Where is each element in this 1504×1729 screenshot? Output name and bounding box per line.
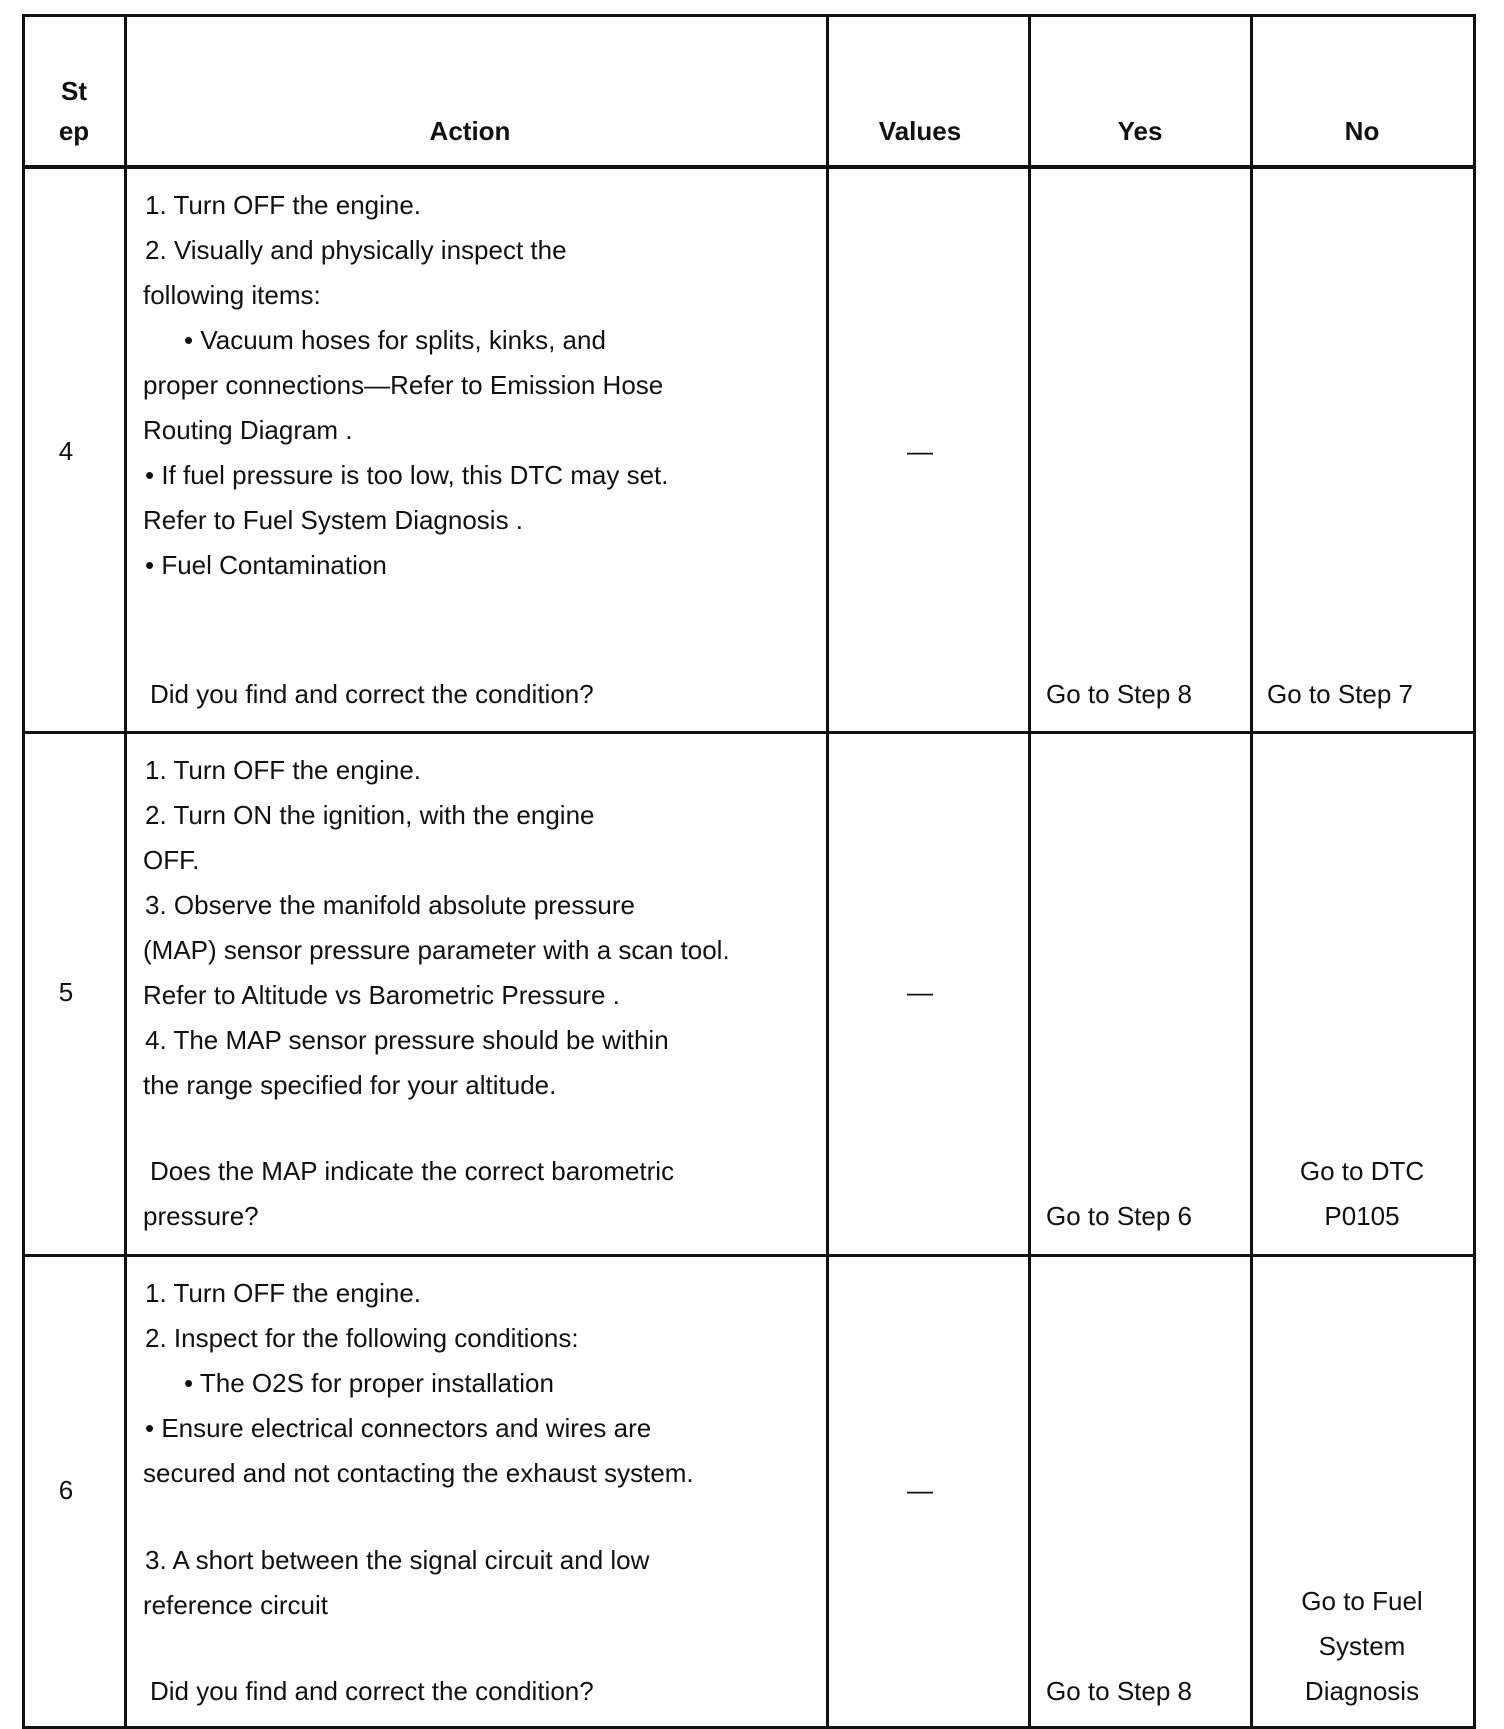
column-divider-yes	[1250, 14, 1253, 1729]
header-step-line1: St	[61, 76, 87, 106]
row-divider-5-6	[22, 1254, 1476, 1257]
column-divider-step	[124, 14, 127, 1729]
action-question-cont: pressure?	[143, 1201, 259, 1231]
diagnostic-table	[22, 14, 1476, 1729]
action-line: 2. Turn ON the ignition, with the engine	[145, 800, 595, 830]
header-divider	[22, 165, 1476, 169]
action-line: • Fuel Contamination	[145, 550, 387, 580]
action-line: 4. The MAP sensor pressure should be within	[145, 1025, 669, 1055]
column-divider-action	[826, 14, 829, 1729]
action-line: • The O2S for proper installation	[184, 1368, 554, 1398]
action-line: secured and not contacting the exhaust system.	[143, 1458, 694, 1488]
value-dash: —	[907, 1475, 933, 1505]
action-line: following items:	[143, 280, 321, 310]
action-line: (MAP) sensor pressure parameter with a scan tool.	[143, 935, 730, 965]
action-line: 1. Turn OFF the engine.	[145, 190, 422, 220]
action-line: 1. Turn OFF the engine.	[145, 1278, 422, 1308]
yes-go-to-step-8: Go to Step 8	[1046, 679, 1192, 709]
action-line: 2. Inspect for the following conditions:	[145, 1323, 579, 1353]
header-yes: Yes	[1117, 116, 1163, 146]
yes-go-to-step-8: Go to Step 8	[1046, 1676, 1192, 1706]
step-number-6: 6	[58, 1475, 74, 1505]
action-line: Refer to Fuel System Diagnosis .	[143, 505, 524, 535]
no-go-to-fuel-line1: Go to Fuel	[1301, 1586, 1423, 1616]
action-line: reference circuit	[143, 1590, 328, 1620]
header-values: Values	[878, 116, 962, 146]
no-go-to-dtc-line2: P0105	[1324, 1201, 1400, 1231]
action-line: 1. Turn OFF the engine.	[145, 755, 422, 785]
yes-go-to-step-6: Go to Step 6	[1046, 1201, 1192, 1231]
action-line: 3. Observe the manifold absolute pressure	[145, 890, 635, 920]
no-go-to-fuel-line2: System	[1318, 1631, 1406, 1661]
action-line: Refer to Altitude vs Barometric Pressure .	[143, 980, 620, 1010]
step-number-4: 4	[58, 436, 74, 466]
no-go-to-fuel-line3: Diagnosis	[1304, 1676, 1420, 1706]
header-step	[59, 76, 89, 146]
action-question: Did you find and correct the condition?	[150, 679, 594, 709]
action-line: Routing Diagram .	[143, 415, 353, 445]
action-line: 2. Visually and physically inspect the	[145, 235, 567, 265]
table-border-right	[1473, 14, 1476, 1729]
table-border-left	[22, 14, 25, 1729]
header-action: Action	[429, 116, 511, 146]
column-divider-values	[1028, 14, 1031, 1729]
table-border-top	[22, 14, 1476, 17]
value-dash: —	[907, 977, 933, 1007]
action-question: Does the MAP indicate the correct barometric	[150, 1156, 675, 1186]
action-line: • Vacuum hoses for splits, kinks, and	[184, 325, 606, 355]
step-number-5: 5	[58, 977, 74, 1007]
action-line: • Ensure electrical connectors and wires are	[145, 1413, 652, 1443]
action-line: • If fuel pressure is too low, this DTC may set.	[145, 460, 669, 490]
value-dash: —	[907, 436, 933, 466]
row-divider-4-5	[22, 731, 1476, 734]
no-go-to-dtc-line1: Go to DTC	[1299, 1156, 1425, 1186]
action-line: proper connections—Refer to Emission Hose	[143, 370, 664, 400]
no-go-to-step-7: Go to Step 7	[1267, 679, 1413, 709]
action-line: 3. A short between the signal circuit and low	[145, 1545, 650, 1575]
action-line: OFF.	[143, 845, 200, 875]
header-no: No	[1344, 116, 1380, 146]
action-line: the range specified for your altitude.	[143, 1070, 557, 1100]
header-step-line2: ep	[58, 116, 90, 146]
action-question: Did you find and correct the condition?	[150, 1676, 594, 1706]
